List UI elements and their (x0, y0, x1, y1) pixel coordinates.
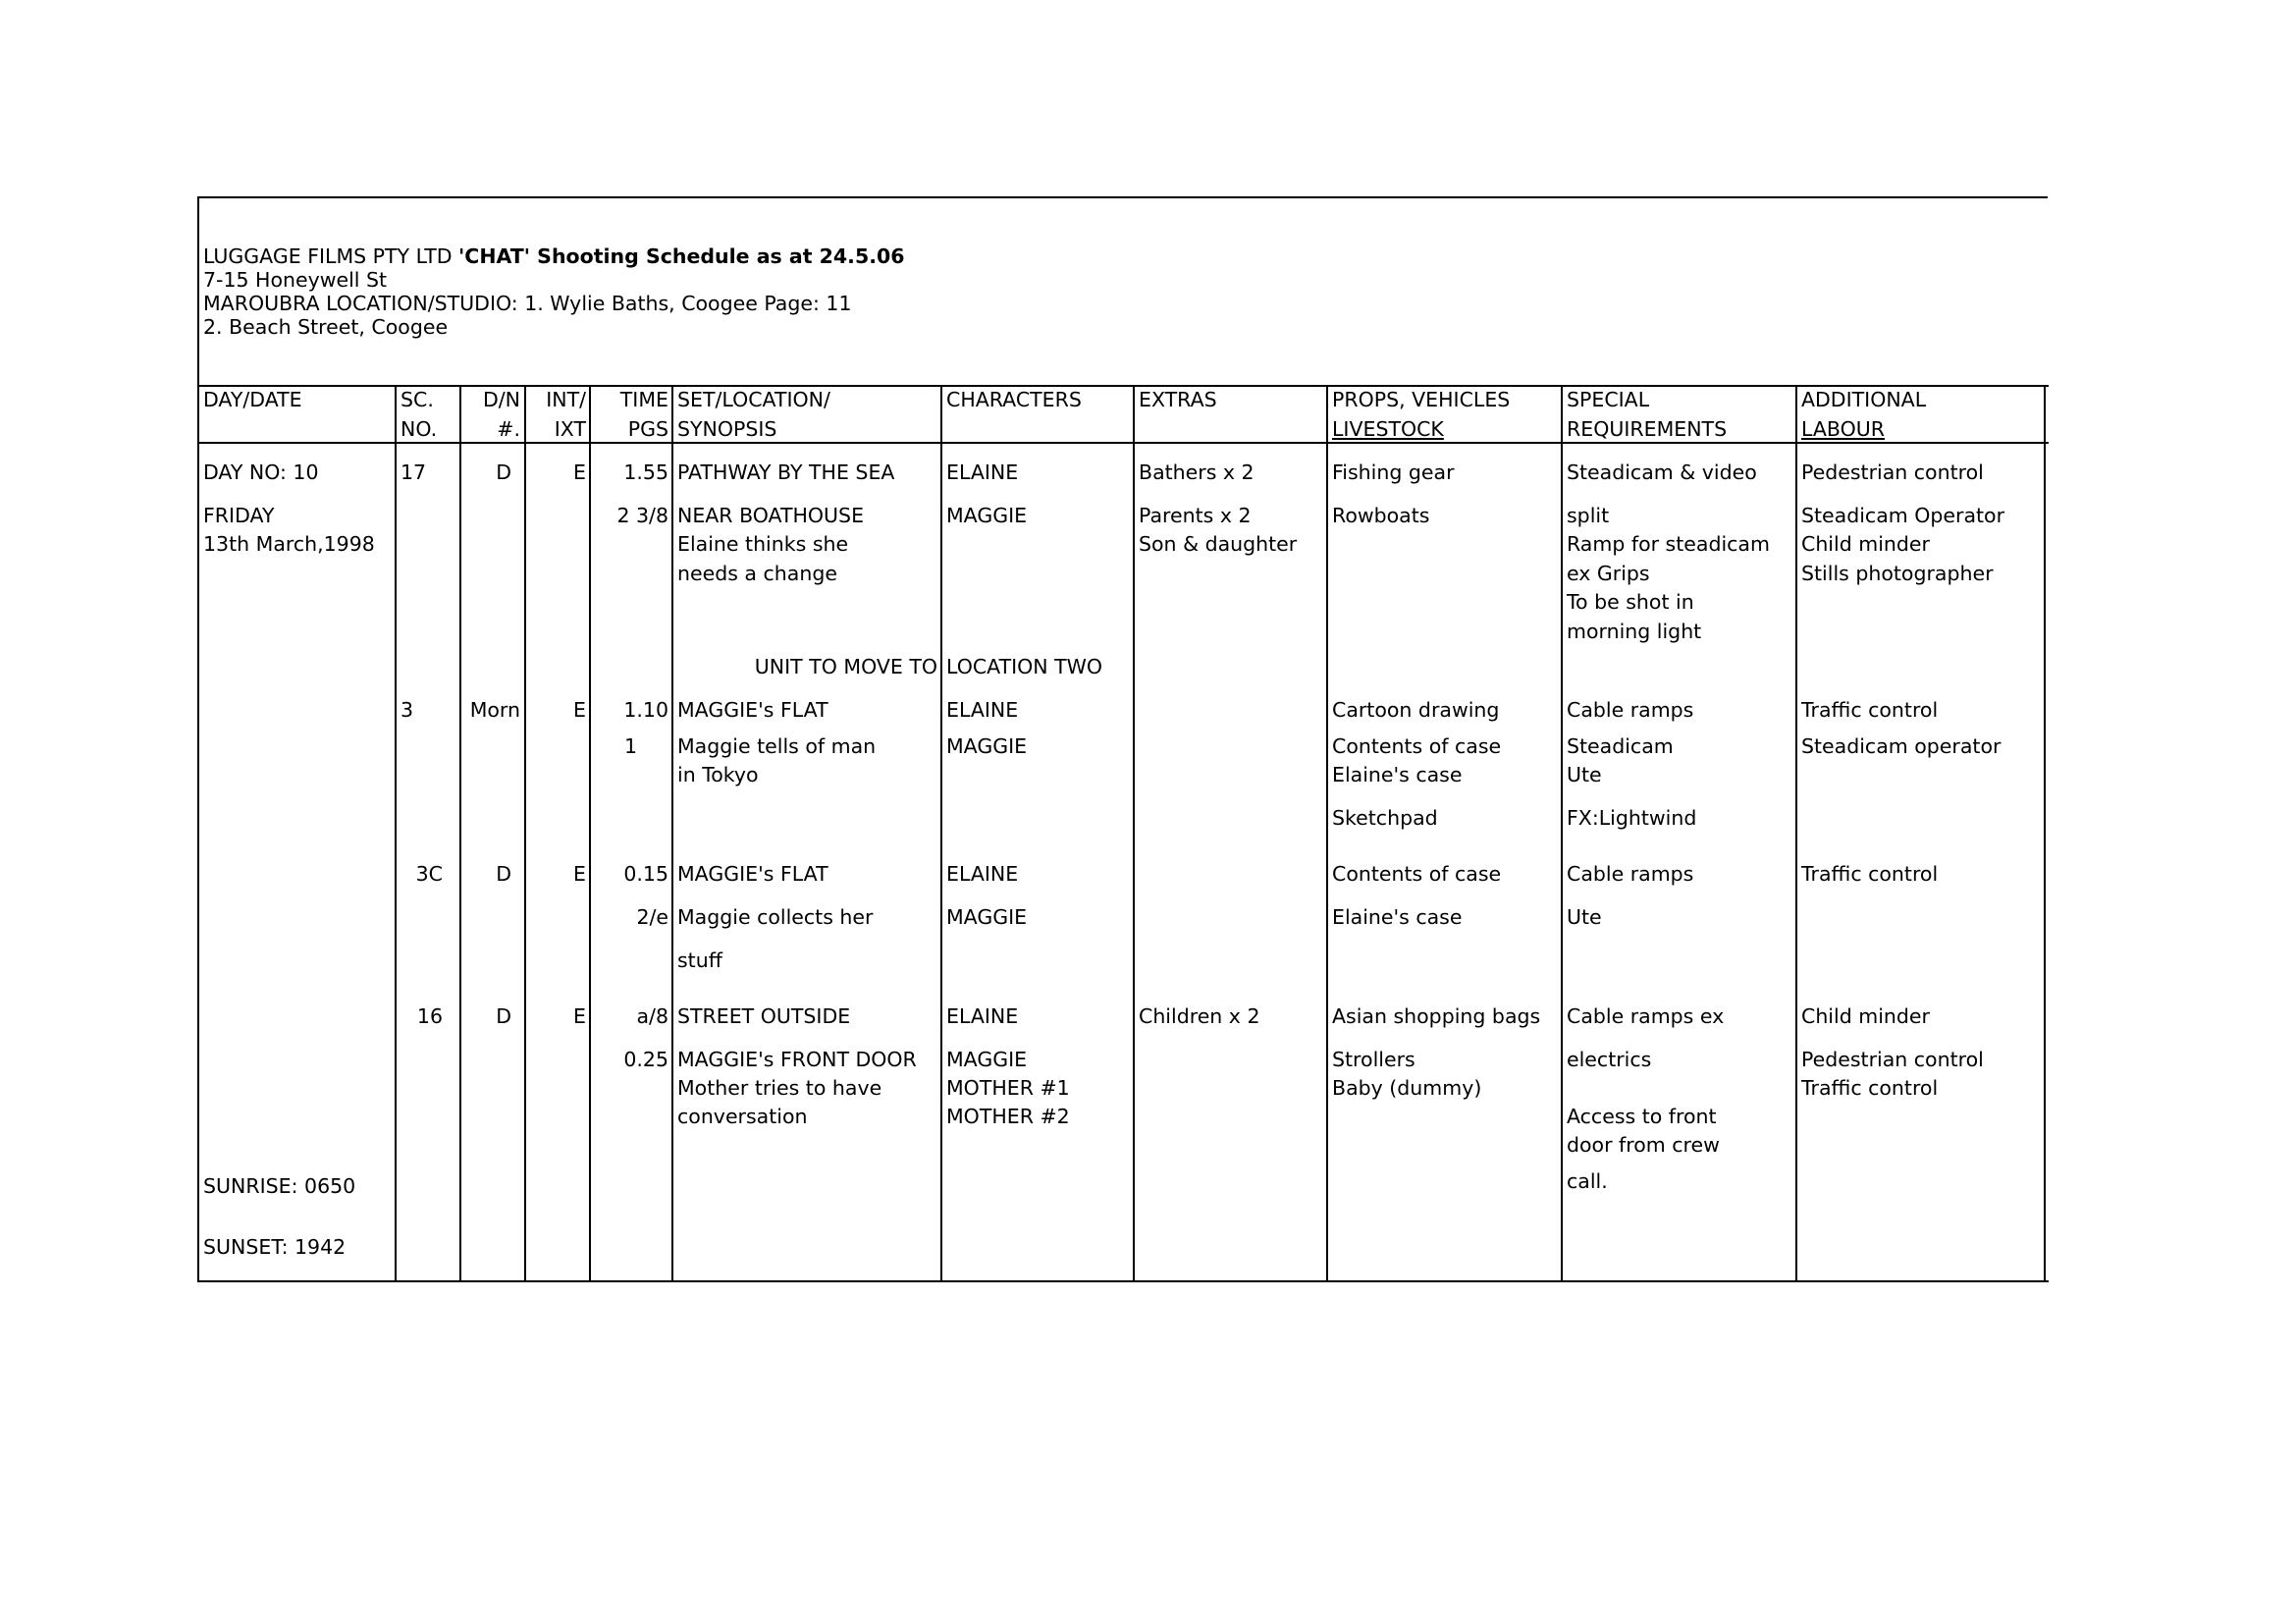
top-border (197, 196, 2048, 198)
props-item: Cartoon drawing (1332, 698, 1500, 722)
special-item: Cable ramps (1567, 698, 1694, 722)
shoot-date: 13th March,1998 (203, 532, 375, 556)
special-item: Ramp for steadicam (1567, 532, 1770, 556)
col-header-int: INT/ (546, 388, 586, 411)
special-item: Access to front (1567, 1105, 1717, 1128)
extras-item: Parents x 2 (1139, 504, 1252, 527)
day-night: D (496, 1004, 511, 1028)
location-line: MAROUBRA LOCATION/STUDIO: 1. Wylie Baths, Coogee Page: 11 (203, 292, 852, 315)
props-item: Elaine's case (1332, 905, 1463, 929)
special-item: Ute (1567, 763, 1602, 786)
sunrise-time: SUNRISE: 0650 (203, 1174, 356, 1198)
labour-item: Steadicam operator (1801, 734, 2002, 758)
character: MAGGIE (946, 1048, 1028, 1071)
props-item: Elaine's case (1332, 763, 1463, 786)
sunset-time: SUNSET: 1942 (203, 1235, 347, 1259)
special-item: ex Grips (1567, 562, 1650, 585)
int-ext: E (573, 460, 586, 484)
labour-item: Pedestrian control (1801, 1048, 1984, 1071)
col-header-dn: #. (497, 417, 520, 441)
col-header-day-date: DAY/DATE (203, 388, 302, 411)
synopsis-line: Maggie tells of man (677, 734, 877, 758)
labour-item: Child minder (1801, 532, 1930, 556)
labour-item: Traffic control (1801, 698, 1939, 722)
scene-number: 3 (400, 698, 414, 722)
labour-item: Stills photographer (1801, 562, 1994, 585)
col-header-livestock: LIVESTOCK (1332, 417, 1444, 441)
col-header-synopsis: SYNOPSIS (677, 417, 777, 441)
scene-time: 1.10 (623, 698, 668, 722)
col-header-sc: NO. (400, 417, 438, 441)
synopsis-line: Maggie collects her (677, 905, 874, 929)
scene-pages: 1 (623, 734, 637, 758)
col-divider (1561, 385, 1563, 1282)
scene-number: 16 (416, 1004, 443, 1028)
col-divider (459, 385, 461, 1282)
col-header-pgs: PGS (627, 417, 668, 441)
props-item: Fishing gear (1332, 460, 1455, 484)
col-header-special: SPECIAL (1567, 388, 1650, 411)
day-night: D (496, 460, 511, 484)
labour-item: Child minder (1801, 1004, 1930, 1028)
labour-item: Steadicam Operator (1801, 504, 2005, 527)
scene-time: 0.15 (623, 862, 668, 886)
right-border (2044, 385, 2046, 1282)
special-item: electrics (1567, 1048, 1652, 1071)
int-ext: E (573, 698, 586, 722)
props-item: Asian shopping bags (1332, 1004, 1541, 1028)
set-location: MAGGIE's FLAT (677, 698, 828, 722)
company-name: LUGGAGE FILMS PTY LTD (203, 244, 453, 268)
col-divider (524, 385, 526, 1282)
synopsis-line: needs a change (677, 562, 837, 585)
location-line-2: 2. Beach Street, Coogee (203, 315, 449, 339)
weekday: FRIDAY (203, 504, 275, 527)
special-item: FX:Lightwind (1567, 806, 1697, 830)
synopsis-line: Mother tries to have (677, 1076, 882, 1100)
props-item: Rowboats (1332, 504, 1430, 527)
special-item: To be shot in (1567, 590, 1694, 614)
col-header-int: IXT (554, 417, 586, 441)
character: MAGGIE (946, 905, 1028, 929)
scene-pages: 2/e (636, 905, 668, 929)
scene-time: 1.55 (623, 460, 668, 484)
col-header-time: TIME (619, 388, 668, 411)
character: MAGGIE (946, 504, 1028, 527)
extras-item: Son & daughter (1139, 532, 1298, 556)
unit-move-note: UNIT TO MOVE TO (754, 655, 937, 678)
character: MOTHER #2 (946, 1105, 1070, 1128)
col-header-characters: CHARACTERS (946, 388, 1082, 411)
scene-number: 17 (400, 460, 427, 484)
day-night: Morn (469, 698, 520, 722)
col-divider (395, 385, 397, 1282)
col-header-props: PROPS, VEHICLES (1332, 388, 1511, 411)
character: MOTHER #1 (946, 1076, 1070, 1100)
scene-time: a/8 (636, 1004, 668, 1028)
address-line: 7-15 Honeywell St (203, 268, 388, 292)
special-item: Ute (1567, 905, 1602, 929)
extras-item: Children x 2 (1139, 1004, 1260, 1028)
col-header-labour: LABOUR (1801, 417, 1886, 441)
character: ELAINE (946, 460, 1019, 484)
scene-pages: 2 3/8 (616, 504, 668, 527)
col-header-dn: D/N (482, 388, 520, 411)
special-item: Cable ramps ex (1567, 1004, 1725, 1028)
schedule-title: 'CHAT' Shooting Schedule as at 24.5.06 (458, 244, 905, 268)
synopsis-line: conversation (677, 1105, 808, 1128)
props-item: Baby (dummy) (1332, 1076, 1482, 1100)
int-ext: E (573, 1004, 586, 1028)
col-divider (940, 385, 942, 1282)
col-divider (1326, 385, 1328, 1282)
scene-number: 3C (415, 862, 443, 886)
col-divider (1795, 385, 1797, 1282)
left-border (197, 196, 199, 1281)
labour-item: Pedestrian control (1801, 460, 1984, 484)
set-location: MAGGIE's FRONT DOOR (677, 1048, 917, 1071)
special-item: Cable ramps (1567, 862, 1694, 886)
col-divider (671, 385, 673, 1282)
labour-item: Traffic control (1801, 862, 1939, 886)
set-location: NEAR BOATHOUSE (677, 504, 865, 527)
props-item: Contents of case (1332, 734, 1502, 758)
day-night: D (496, 862, 511, 886)
props-item: Strollers (1332, 1048, 1415, 1071)
set-location: MAGGIE's FLAT (677, 862, 828, 886)
col-header-extras: EXTRAS (1139, 388, 1217, 411)
table-bottom-line (197, 1280, 2049, 1282)
special-item: split (1567, 504, 1610, 527)
character: ELAINE (946, 1004, 1019, 1028)
synopsis-line: stuff (677, 948, 722, 972)
synopsis-line: in Tokyo (677, 763, 759, 786)
set-location: PATHWAY BY THE SEA (677, 460, 895, 484)
character: ELAINE (946, 862, 1019, 886)
labour-item: Traffic control (1801, 1076, 1939, 1100)
col-header-sc: SC. (400, 388, 434, 411)
extras-item: Bathers x 2 (1139, 460, 1255, 484)
col-divider (1133, 385, 1135, 1282)
unit-move-location: LOCATION TWO (946, 655, 1103, 678)
props-item: Sketchpad (1332, 806, 1438, 830)
character: ELAINE (946, 698, 1019, 722)
set-location: STREET OUTSIDE (677, 1004, 851, 1028)
col-header-requirements: REQUIREMENTS (1567, 417, 1728, 441)
character: MAGGIE (946, 734, 1028, 758)
special-item: door from crew (1567, 1133, 1720, 1157)
special-item: morning light (1567, 620, 1702, 643)
col-header-set: SET/LOCATION/ (677, 388, 830, 411)
int-ext: E (573, 862, 586, 886)
special-item: Steadicam (1567, 734, 1674, 758)
scene-pages: 0.25 (623, 1048, 668, 1071)
special-item: Steadicam & video (1567, 460, 1757, 484)
special-item: call. (1567, 1169, 1608, 1193)
props-item: Contents of case (1332, 862, 1502, 886)
col-header-additional: ADDITIONAL (1801, 388, 1927, 411)
synopsis-line: Elaine thinks she (677, 532, 849, 556)
day-number: DAY NO: 10 (203, 460, 319, 484)
